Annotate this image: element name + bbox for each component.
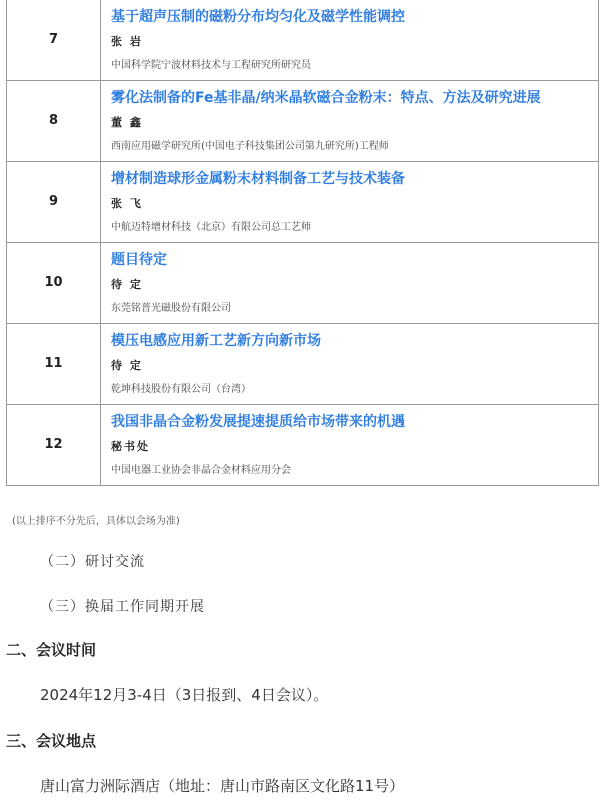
speaker-name: 待 定: [111, 358, 143, 372]
talk-cell: [101, 242, 599, 323]
table-row: [7, 161, 599, 242]
talk-cell: [101, 161, 599, 242]
row-number: 9: [7, 161, 101, 242]
speaker-name: 董 鑫: [111, 115, 143, 129]
sub-item-reelection: （三）换届工作同期开展: [40, 599, 205, 615]
row-number: 7: [7, 0, 101, 80]
table-row: [7, 404, 599, 485]
talk-title: 我国非晶合金粉发展提速提质给市场带来的机遇: [111, 413, 405, 430]
table-row: [7, 242, 599, 323]
speaker-name: 秘书处: [111, 439, 150, 453]
talk-cell: [101, 404, 599, 485]
meeting-time-text: 2024年12月3-4日（3日报到、4日会议）。: [40, 686, 329, 704]
speaker-affiliation: 西南应用磁学研究所(中国电子科技集团公司第九研究所)工程师: [111, 140, 389, 152]
talk-cell: [101, 0, 599, 80]
speaker-affiliation: 乾坤科技股份有限公司（台湾）: [111, 383, 251, 395]
talk-cell: [101, 323, 599, 404]
talk-title: 基于超声压制的磁粉分布均匀化及磁学性能调控: [111, 8, 405, 25]
section-heading-time: 二、会议时间: [6, 641, 97, 659]
agenda-table: [6, 0, 599, 486]
row-number: 12: [7, 404, 101, 485]
speaker-affiliation: 东莞铭普光磁股份有限公司: [111, 302, 231, 314]
meeting-venue-text: 唐山富力洲际酒店（地址：唐山市路南区文化路11号）: [40, 777, 405, 795]
speaker-name: 待 定: [111, 277, 143, 291]
ordering-note: (以上排序不分先后，具体以会场为准): [12, 516, 180, 527]
talk-title: 雾化法制备的Fe基非晶/纳米晶软磁合金粉末：特点、方法及研究进展: [111, 89, 541, 106]
table-row: [7, 0, 599, 80]
speaker-name: 张 岩: [111, 34, 143, 48]
row-number: 11: [7, 323, 101, 404]
speaker-name: 张 飞: [111, 196, 143, 210]
talk-title: 题目待定: [111, 251, 167, 268]
table-row: [7, 323, 599, 404]
talk-title: 增材制造球形金属粉末材料制备工艺与技术装备: [111, 170, 405, 187]
sub-item-discussion: （二）研讨交流: [40, 554, 145, 570]
row-number: 8: [7, 80, 101, 161]
section-heading-venue: 三、会议地点: [6, 732, 97, 750]
talk-title: 模压电感应用新工艺新方向新市场: [111, 332, 321, 349]
row-number: 10: [7, 242, 101, 323]
talk-cell: [101, 80, 599, 161]
table-row: [7, 80, 599, 161]
speaker-affiliation: 中国电器工业协会非晶合金材料应用分会: [111, 464, 291, 476]
speaker-affiliation: 中国科学院宁波材料技术与工程研究所研究员: [111, 59, 311, 71]
speaker-affiliation: 中航迈特增材科技（北京）有限公司总工艺师: [111, 221, 311, 233]
